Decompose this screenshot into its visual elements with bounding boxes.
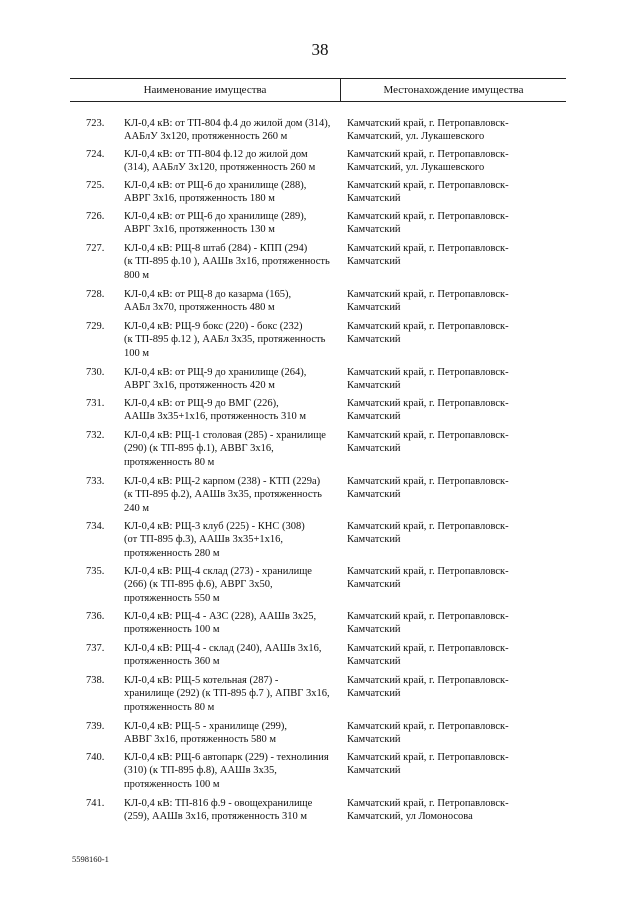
header-location: Местонахождение имущества — [383, 84, 524, 96]
row-name: КЛ-0,4 кВ: РЩ-4 - АЗС (228), ААШв 3х25, протяженность 100 м — [124, 611, 317, 636]
row-location: Камчатский край, г. Петропавловск- Камчатский — [347, 321, 509, 346]
row-location: Камчатский край, г. Петропавловск- Камчатский — [347, 643, 509, 668]
row-location: Камчатский край, г. Петропавловск- Камчатский — [347, 752, 509, 777]
row-name: КЛ-0,4 кВ: РЩ-5 - хранилище (299), АВВГ 3х16, протяженность 580 м — [124, 721, 287, 746]
row-number: 737. — [86, 643, 105, 654]
row-name: КЛ-0,4 кВ: РЩ-3 клуб (225) - КНС (308) (от ТП-895 ф.3), ААШв 3х35+1х16, протяженность 280 м — [124, 521, 305, 559]
row-location: Камчатский край, г. Петропавловск- Камчатский — [347, 243, 509, 268]
row-location: Камчатский край, г. Петропавловск- Камчатский — [347, 721, 509, 746]
row-number: 729. — [86, 321, 105, 332]
row-name: КЛ-0,4 кВ: от РЩ-9 до хранилище (264), АВРГ 3х16, протяженность 420 м — [124, 367, 307, 392]
row-name: КЛ-0,4 кВ: от ТП-804 ф.4 до жилой дом (314), ААБлУ 3х120, протяженность 260 м — [124, 118, 331, 143]
row-number: 741. — [86, 798, 105, 809]
row-name: КЛ-0,4 кВ: РЩ-4 - склад (240), ААШв 3х16, протяженность 360 м — [124, 643, 322, 668]
row-number: 740. — [86, 752, 105, 763]
row-number: 726. — [86, 211, 105, 222]
row-number: 725. — [86, 180, 105, 191]
document-id: 5598160-1 — [72, 854, 109, 864]
row-name: КЛ-0,4 кВ: РЩ-2 карпом (238) - КТП (229а) (к ТП-895 ф.2), ААШв 3х35, протяженность 240 м — [124, 476, 322, 514]
row-number: 735. — [86, 566, 105, 577]
row-location: Камчатский край, г. Петропавловск- Камчатский — [347, 289, 509, 314]
row-number: 727. — [86, 243, 105, 254]
row-location: Камчатский край, г. Петропавловск- Камчатский — [347, 521, 509, 546]
row-location: Камчатский край, г. Петропавловск- Камчатский, ул Ломоносова — [347, 798, 509, 823]
row-number: 733. — [86, 476, 105, 487]
row-number: 724. — [86, 149, 105, 160]
row-name: КЛ-0,4 кВ: ТП-816 ф.9 - овощехранилище (259), ААШв 3х16, протяженность 310 м — [124, 798, 313, 823]
row-number: 734. — [86, 521, 105, 532]
row-location: Камчатский край, г. Петропавловск- Камчатский — [347, 180, 509, 205]
row-number: 728. — [86, 289, 105, 300]
row-name: КЛ-0,4 кВ: от РЩ-9 до ВМГ (226), ААШв 3х35+1х16, протяженность 310 м — [124, 398, 306, 423]
row-name: КЛ-0,4 кВ: РЩ-4 склад (273) - хранилище (266) (к ТП-895 ф.6), АВРГ 3х50, протяженность 550 м — [124, 566, 312, 604]
row-location: Камчатский край, г. Петропавловск- Камчатский, ул. Лукашевского — [347, 149, 509, 174]
row-location: Камчатский край, г. Петропавловск- Камчатский — [347, 367, 509, 392]
row-number: 738. — [86, 675, 105, 686]
row-name: КЛ-0,4 кВ: РЩ-8 штаб (284) - КПП (294) (к ТП-895 ф.10 ), ААШв 3х16, протяженность 800 м — [124, 243, 330, 281]
row-location: Камчатский край, г. Петропавловск- Камчатский — [347, 675, 509, 700]
row-name: КЛ-0,4 кВ: от РЩ-6 до хранилище (288), АВРГ 3х16, протяженность 180 м — [124, 180, 307, 205]
row-location: Камчатский край, г. Петропавловск- Камчатский — [347, 430, 509, 455]
row-name: КЛ-0,4 кВ: от РЩ-8 до казарма (165), ААБл 3х70, протяженность 480 м — [124, 289, 292, 314]
row-number: 732. — [86, 430, 105, 441]
row-name: КЛ-0,4 кВ: от ТП-804 ф.12 до жилой дом (314), ААБлУ 3х120, протяженность 260 м — [124, 149, 316, 174]
row-location: Камчатский край, г. Петропавловск- Камчатский — [347, 398, 509, 423]
row-location: Камчатский край, г. Петропавловск- Камчатский — [347, 476, 509, 501]
page-number: 38 — [311, 40, 329, 59]
row-name: КЛ-0,4 кВ: РЩ-9 бокс (220) - бокс (232) (к ТП-895 ф.12 ), ААБл 3х35, протяженность 100 м — [124, 321, 326, 359]
row-number: 736. — [86, 611, 105, 622]
row-location: Камчатский край, г. Петропавловск- Камчатский — [347, 566, 509, 591]
row-name: КЛ-0,4 кВ: от РЩ-6 до хранилище (289), АВРГ 3х16, протяженность 130 м — [124, 211, 307, 236]
row-name: КЛ-0,4 кВ: РЩ-1 столовая (285) - хранилище (290) (к ТП-895 ф.1), АВВГ 3х16, протяженность 80 м — [124, 430, 326, 468]
row-number: 739. — [86, 721, 105, 732]
row-number: 723. — [86, 118, 105, 129]
header-name: Наименование имущества — [143, 84, 267, 96]
row-location: Камчатский край, г. Петропавловск- Камчатский — [347, 211, 509, 236]
row-number: 731. — [86, 398, 105, 409]
row-number: 730. — [86, 367, 105, 378]
row-name: КЛ-0,4 кВ: РЩ-5 котельная (287) - хранилище (292) (к ТП-895 ф.7 ), АПВГ 3х16, протяженность 80 м — [124, 675, 330, 713]
row-name: КЛ-0,4 кВ: РЩ-6 автопарк (229) - технолиния (310) (к ТП-895 ф.8), ААШв 3х35, протяженность 100 м — [124, 752, 329, 790]
row-location: Камчатский край, г. Петропавловск- Камчатский, ул. Лукашевского — [347, 118, 509, 143]
row-location: Камчатский край, г. Петропавловск- Камчатский — [347, 611, 509, 636]
